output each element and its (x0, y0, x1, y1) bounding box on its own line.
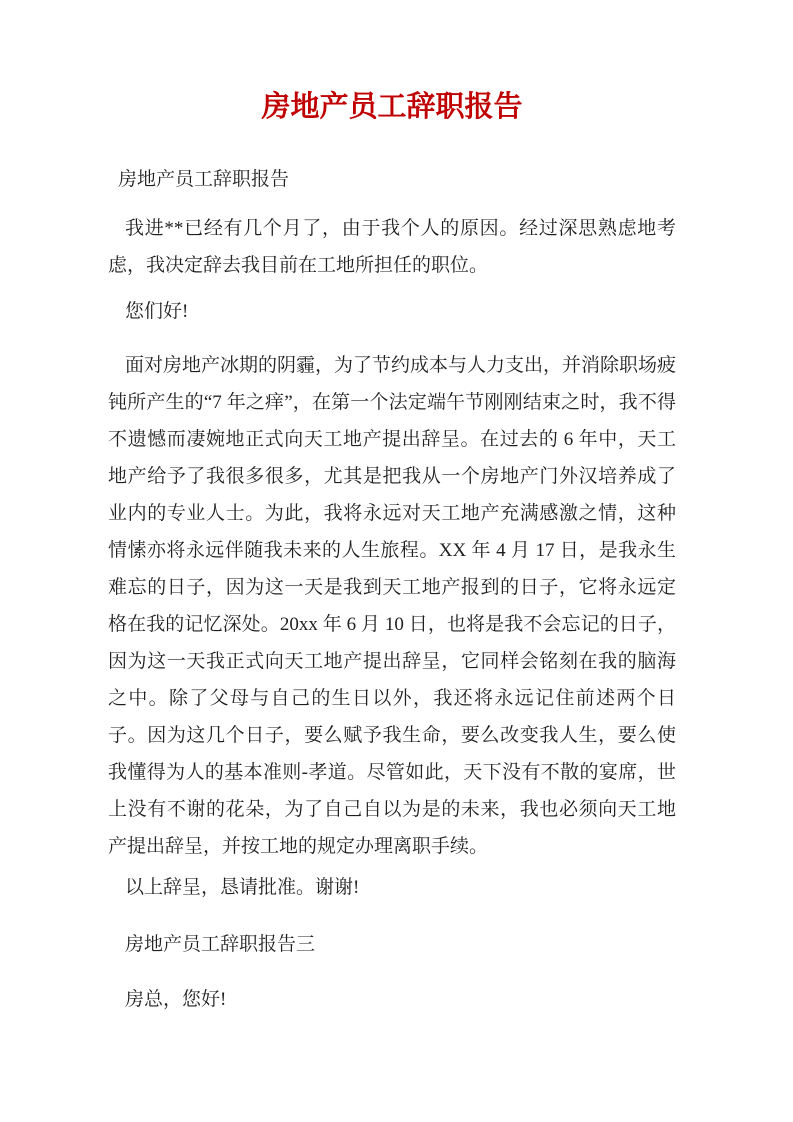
paragraph-salutation: 房总，您好! (125, 989, 227, 1010)
document-title: 房地产员工辞职报告 (261, 91, 523, 123)
paragraph-closing-request: 以上辞呈，恳请批准。谢谢! (125, 877, 360, 898)
paragraph-greeting: 您们好! (125, 301, 189, 322)
paragraph-main-body: 面对房地产冰期的阴霾，为了节约成本与人力支出，并消除职场疲钝所产生的“7 年之痒”，在第一个法定端午节刚刚结束之时，我不得不遗憾而凄婉地正式向天工地产提出辞呈。在过去的 6 年中，天工地产给予了我很多很多，尤其是把我从一个房地产门外汉培养成了业内的专业人士。为此，我将永远对天工地产充满感激之情，这种情愫亦将永远伴随我未来的人生旅程。XX 年 4 月 17 日，是我永生难忘的日子，因为这一天是我到天工地产报到的日子，它将永远定格在我的记忆深处。20xx 年 6 月 10 日，也将是我不会忘记的日子，因为这一天我正式向天工地产提出辞呈，它同样会铭刻在我的脑海之中。除了父母与自己的生日以外，我还将永远记住前述两个日子。因为这几个日子，要么赋予我生命，要么改变我人生，要么使我懂得为人的基本准则-孝道。尽管如此，天下没有不散的宴席，世上没有不谢的花朵，为了自己自以为是的未来，我也必须向天工地产提出辞呈，并按工地的规定办理离职手续。 (108, 355, 677, 857)
paragraph-section-three-heading: 房地产员工辞职报告三 (125, 934, 316, 955)
paragraph-intro: 我进**已经有几个月了，由于我个人的原因。经过深思熟虑地考虑，我决定辞去我目前在工地所担任的职位。 (108, 218, 676, 276)
document-subtitle: 房地产员工辞职报告 (118, 169, 290, 190)
